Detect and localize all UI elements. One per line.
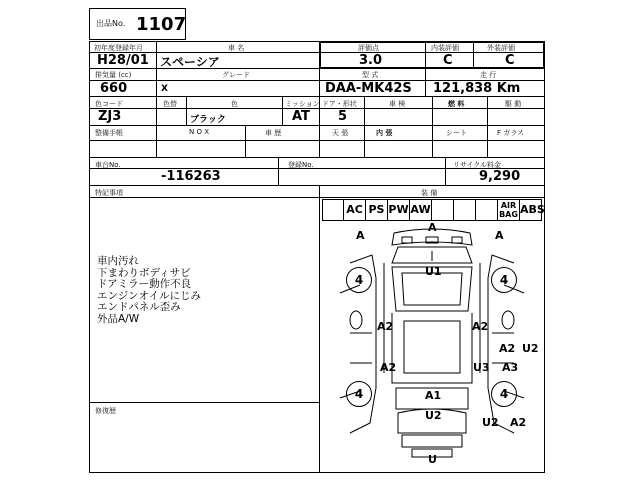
equipment-item — [476, 199, 498, 221]
recycle-label: リサイクル料金 — [453, 161, 502, 169]
equipment-item: ABS — [520, 203, 545, 216]
exterior-label: 外装評価 — [487, 44, 515, 52]
equipment-label: 装 備 — [421, 189, 438, 197]
note-line: 車内汚れ — [97, 255, 139, 267]
interior-value: C — [443, 53, 453, 68]
chassis-label: 車台No. — [95, 161, 121, 169]
recycle-value: 9,290 — [479, 169, 521, 184]
model-label: 型 式 — [362, 71, 379, 79]
damage-mark: A — [428, 221, 437, 234]
tire-rear-left: 4 — [346, 381, 372, 407]
notes-list — [97, 256, 201, 325]
color-code-label: 色コード — [95, 100, 123, 108]
name-value: スペーシア — [160, 55, 220, 69]
note-line: ドアミラー動作不良 — [97, 278, 192, 290]
grade-value: X — [161, 84, 168, 94]
cc-label: 排気量 (cc) — [95, 71, 132, 79]
grade-label: グレード — [222, 71, 250, 79]
color-type-label: 色替 — [163, 100, 177, 108]
drive-label: 駆 動 — [505, 100, 522, 108]
lot-box — [89, 8, 186, 40]
mission-label: ミッション — [285, 100, 320, 108]
exterior-value: C — [505, 53, 515, 68]
history-label: 車 歴 — [265, 129, 282, 137]
damage-mark: U1 — [425, 265, 442, 278]
damage-mark: A — [495, 229, 504, 242]
tire-rear-right: 4 — [491, 381, 517, 407]
mission-value: AT — [292, 109, 310, 124]
manual-label: 整備手帳 — [95, 129, 123, 137]
fuel-label: 燃 料 — [448, 100, 465, 108]
equipment-item — [322, 199, 344, 221]
damage-mark: A3 — [502, 361, 519, 374]
repair-label: 修復歴 — [95, 407, 116, 415]
damage-mark: A2 — [499, 342, 516, 355]
tire-front-right: 4 — [491, 267, 517, 293]
tire-front-left: 4 — [346, 267, 372, 293]
note-line: 下まわりボディサビ — [97, 266, 191, 279]
model-value: DAA-MK42S — [325, 81, 412, 96]
damage-mark: A2 — [510, 416, 527, 429]
equipment-item: AC — [344, 199, 366, 221]
damage-mark: U2 — [522, 342, 539, 355]
damage-mark: U2 — [482, 416, 499, 429]
damage-mark: A2 — [380, 361, 397, 374]
cc-value: 660 — [100, 81, 128, 96]
damage-mark: U — [428, 453, 437, 466]
damage-mark: A — [356, 229, 365, 242]
color-label: 色 — [231, 100, 238, 108]
door-value: 5 — [338, 109, 348, 124]
name-label: 車 名 — [228, 44, 245, 52]
glass-label: F ガラス — [497, 129, 525, 137]
mileage-label: 走 行 — [480, 71, 497, 79]
interior-wall-label: 内 張 — [376, 129, 393, 137]
damage-mark: U2 — [425, 409, 442, 422]
equipment-item: AW — [410, 199, 432, 221]
note-line: エンジンオイルにじみ — [97, 289, 201, 302]
vehicle-label: 車 検 — [389, 100, 406, 108]
equipment-item: PW — [388, 199, 410, 221]
notes-label: 特記事項 — [95, 189, 123, 197]
damage-mark: U3 — [473, 361, 490, 374]
interior-label: 内装評価 — [431, 44, 459, 52]
regno-label: 登録No. — [288, 161, 314, 169]
door-label: ドア・形状 — [322, 100, 357, 108]
seat-label: シート — [446, 129, 467, 137]
damage-mark: A2 — [377, 320, 394, 333]
note-line: 外品A/W — [97, 312, 140, 325]
reg-value: H28/01 — [97, 53, 149, 68]
equipment-item: PS — [366, 199, 388, 221]
lot-number: 1107 — [136, 14, 187, 35]
lot-label: 出品No. — [96, 19, 126, 28]
mileage-value: 121,838 Km — [433, 81, 521, 96]
reg-label: 初年度登録年月 — [94, 44, 143, 52]
chassis-value: -116263 — [161, 169, 221, 184]
note-line: エンドパネル歪み — [97, 301, 181, 313]
equipment-item: AIR BAG — [498, 199, 520, 221]
equipment-item — [454, 199, 476, 221]
sunroof-label: 天 張 — [332, 129, 349, 137]
color-value: ブラック — [190, 115, 226, 125]
color-code-value: ZJ3 — [98, 109, 122, 124]
score-label: 評価点 — [358, 44, 379, 52]
score-value: 3.0 — [359, 53, 383, 68]
damage-mark: A2 — [472, 320, 489, 333]
nox-label: N O X — [189, 128, 209, 136]
damage-mark: A1 — [425, 389, 442, 402]
equipment-item — [432, 199, 454, 221]
